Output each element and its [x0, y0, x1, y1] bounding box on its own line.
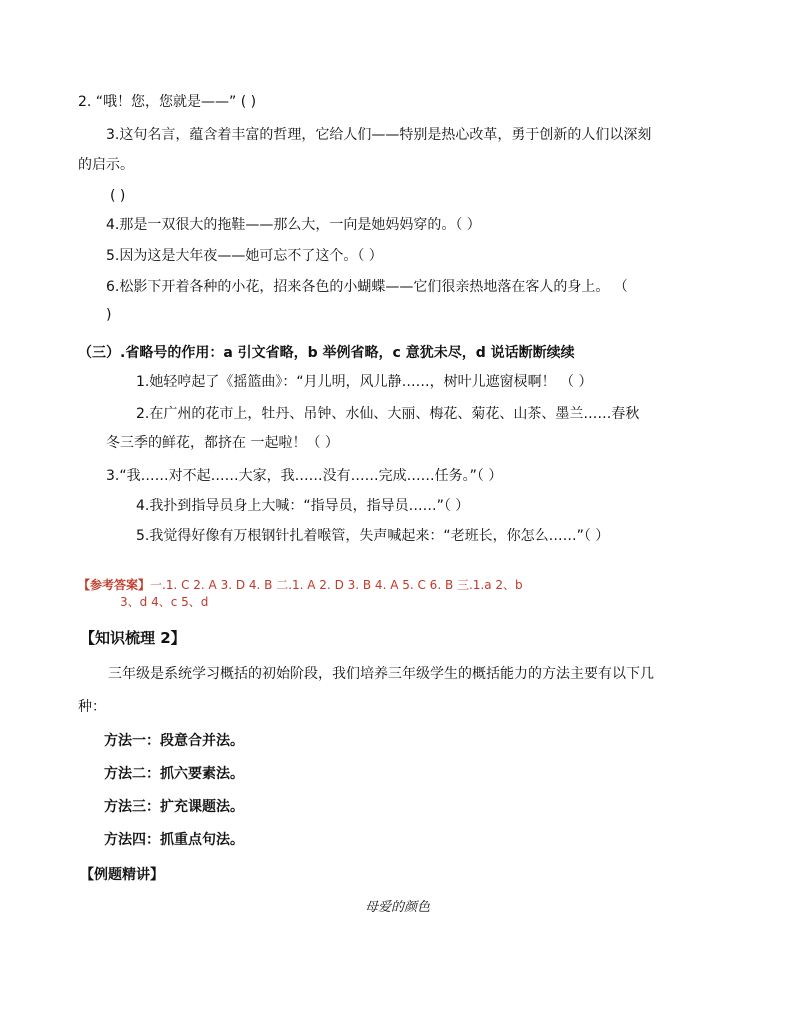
question-3-answer-paren: ( ) — [110, 188, 126, 204]
knowledge-heading: 【知识梳理 2】 — [80, 629, 186, 647]
ellipsis-item-3: 3.“我……对不起……大家，我……没有……完成……任务。”（ ） — [106, 468, 503, 484]
knowledge-intro-line2: 种： — [78, 699, 106, 715]
ellipsis-item-2-line1: 2.在广州的花市上，牡丹、吊钟、水仙、大丽、梅花、菊花、山茶、墨兰……春秋 — [136, 406, 640, 422]
answer-key-text: 一.1. C 2. A 3. D 4. B 二.1. A 2. D 3. B 4. A 5. C 6. B 三.1.a 2、b — [150, 578, 523, 592]
method-4: 方法四：抓重点句法。 — [104, 832, 244, 848]
example-heading: 【例题精讲】 — [80, 867, 164, 883]
method-1: 方法一：段意合并法。 — [104, 733, 244, 749]
ellipsis-item-5: 5.我觉得好像有万根钢针扎着喉管，失声喊起来：“老班长，你怎么……”（ ） — [136, 528, 610, 544]
question-5: 5.因为这是大年夜——她可忘不了这个。（ ） — [106, 248, 383, 264]
ellipsis-item-2-line2: 冬三季的鲜花，都挤在 一起啦！（ ） — [106, 435, 339, 451]
method-3: 方法三：扩充课题法。 — [104, 799, 244, 815]
answer-key-line1 — [78, 576, 523, 594]
method-2: 方法二：抓六要素法。 — [104, 766, 244, 782]
knowledge-intro-line1: 三年级是系统学习概括的初始阶段，我们培养三年级学生的概括能力的方法主要有以下几 — [108, 666, 654, 682]
question-6-line1: 6.松影下开着各种的小花，招来各色的小蝴蝶——它们很亲热地落在客人的身上。 （ — [106, 279, 628, 295]
question-3-line1: 3.这句名言，蕴含着丰富的哲理，它给人们——特别是热心改革，勇于创新的人们以深刻 — [106, 127, 652, 143]
ellipsis-section-heading: （三）.省略号的作用：a 引文省略，b 举例省略，c 意犹未尽，d 说话断断续续 — [78, 345, 575, 361]
answer-key-line2: 3、d 4、c 5、d — [120, 595, 209, 609]
example-title: 母爱的颜色 — [365, 900, 431, 915]
question-3-line2: 的启示。 — [78, 157, 134, 173]
answer-key-tag: 【参考答案】 — [78, 578, 151, 592]
question-2: 2. “哦！您，您就是——” ( ) — [78, 94, 257, 110]
question-6-line2: ) — [106, 307, 112, 323]
question-4: 4.那是一双很大的拖鞋——那么大，一向是她妈妈穿的。（ ） — [106, 217, 481, 233]
ellipsis-item-1: 1.她轻哼起了《摇篮曲》：“月儿明，风儿静……，树叶儿遮窗棂啊！ （ ） — [136, 374, 593, 390]
ellipsis-item-4: 4.我扑到指导员身上大喊：“指导员，指导员……”（ ） — [136, 498, 470, 514]
